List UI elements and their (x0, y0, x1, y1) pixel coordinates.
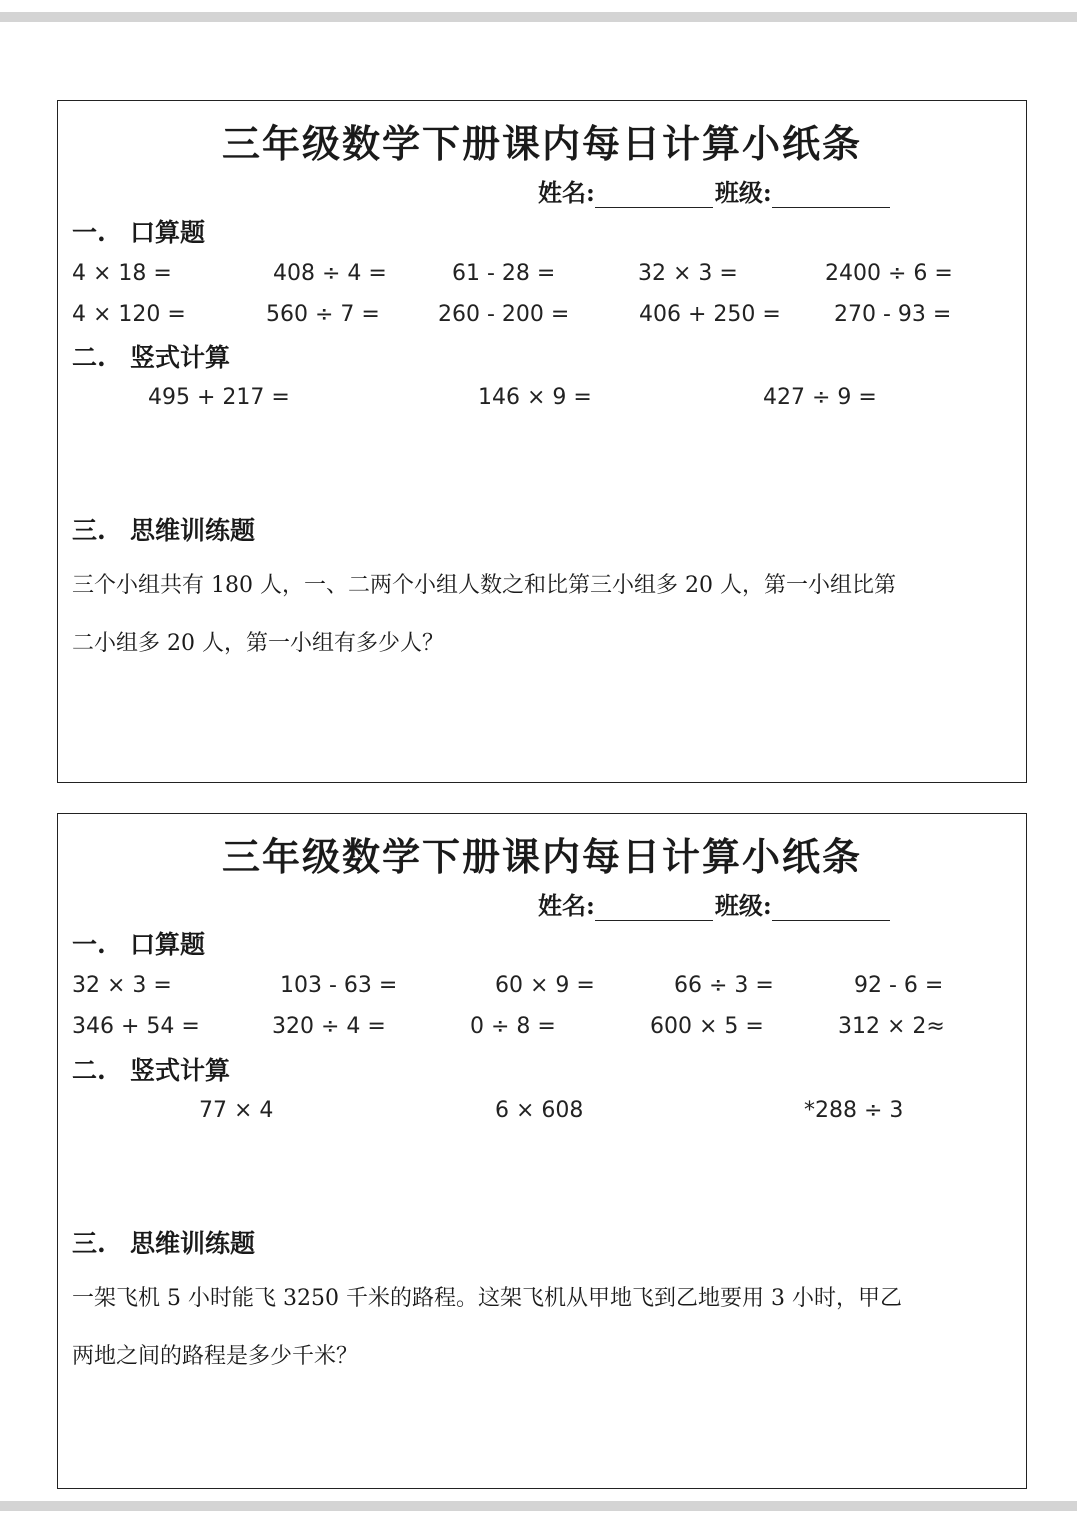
oral-problem: 406 + 250 = (639, 302, 781, 327)
section-number: 三. (72, 1229, 106, 1258)
oral-problem: 408 ÷ 4 = (273, 261, 387, 286)
class-label: 班级: (714, 891, 772, 920)
section-thinking-title (72, 1224, 255, 1260)
class-label: 班级: (714, 178, 772, 207)
student-info-row (538, 886, 892, 921)
section-label: 思维训练题 (130, 1229, 256, 1258)
section-number: 三. (72, 516, 106, 545)
section-number: 一. (72, 218, 106, 247)
section-vertical-title (72, 1051, 230, 1087)
vertical-problem: 495 + 217 = (148, 385, 290, 410)
oral-problem: 260 - 200 = (438, 302, 570, 327)
oral-problem: 32 × 3 = (72, 973, 172, 998)
vertical-problem: 146 × 9 = (478, 385, 592, 410)
worksheet-card-1 (57, 100, 1027, 783)
word-problem-line: 一架飞机 5 小时能飞 3250 千米的路程。这架飞机从甲地飞到乙地要用 3 小时，甲乙 (72, 1286, 902, 1311)
oral-problem: 320 ÷ 4 = (272, 1014, 386, 1039)
class-blank[interactable] (772, 181, 890, 208)
section-label: 竖式计算 (130, 343, 231, 372)
word-problem-line: 二小组多 20 人，第一小组有多少人？ (72, 631, 444, 656)
section-number: 一. (72, 930, 106, 959)
oral-problem: 4 × 18 = (72, 261, 172, 286)
section-label: 口算题 (130, 218, 206, 247)
section-label: 口算题 (130, 930, 206, 959)
top-page-edge (0, 12, 1077, 22)
vertical-problem: 427 ÷ 9 = (763, 385, 877, 410)
oral-problem: 4 × 120 = (72, 302, 186, 327)
section-vertical-title (72, 338, 230, 374)
oral-problem: 312 × 2≈ (838, 1014, 945, 1039)
oral-problem: 270 - 93 = (834, 302, 952, 327)
oral-problem: 32 × 3 = (638, 261, 738, 286)
worksheet-title: 三年级数学下册课内每日计算小纸条 (221, 834, 862, 879)
vertical-problem: 77 × 4 (199, 1098, 274, 1123)
section-thinking-title (72, 511, 255, 547)
oral-problem: 560 ÷ 7 = (266, 302, 380, 327)
oral-problem: 60 × 9 = (495, 973, 595, 998)
oral-problem: 2400 ÷ 6 = (825, 261, 953, 286)
word-problem (72, 1270, 1017, 1386)
oral-problem: 600 × 5 = (650, 1014, 764, 1039)
section-oral-title (72, 213, 205, 249)
name-blank[interactable] (595, 181, 713, 208)
class-blank[interactable] (772, 894, 890, 921)
name-label: 姓名: (538, 178, 595, 207)
section-label: 思维训练题 (130, 516, 256, 545)
worksheet-card-2 (57, 813, 1027, 1489)
worksheet-title: 三年级数学下册课内每日计算小纸条 (221, 121, 862, 166)
oral-problem: 66 ÷ 3 = (674, 973, 774, 998)
oral-problem: 0 ÷ 8 = (470, 1014, 556, 1039)
bottom-page-edge (0, 1501, 1077, 1511)
section-number: 二. (72, 343, 106, 372)
section-oral-title (72, 925, 205, 961)
oral-problem: 103 - 63 = (280, 973, 398, 998)
vertical-problem: 6 × 608 (495, 1098, 584, 1123)
word-problem-line: 两地之间的路程是多少千米？ (72, 1344, 359, 1369)
section-label: 竖式计算 (130, 1056, 231, 1085)
word-problem (72, 557, 1017, 673)
section-number: 二. (72, 1056, 106, 1085)
student-info-row (538, 173, 892, 208)
oral-problem: 61 - 28 = (452, 261, 556, 286)
oral-problem: 92 - 6 = (854, 973, 944, 998)
oral-problem: 346 + 54 = (72, 1014, 200, 1039)
word-problem-line: 三个小组共有 180 人，一、二两个小组人数之和比第三小组多 20 人，第一小组比第 (72, 573, 896, 598)
name-label: 姓名: (538, 891, 595, 920)
vertical-problem: *288 ÷ 3 (804, 1098, 904, 1123)
name-blank[interactable] (595, 894, 713, 921)
